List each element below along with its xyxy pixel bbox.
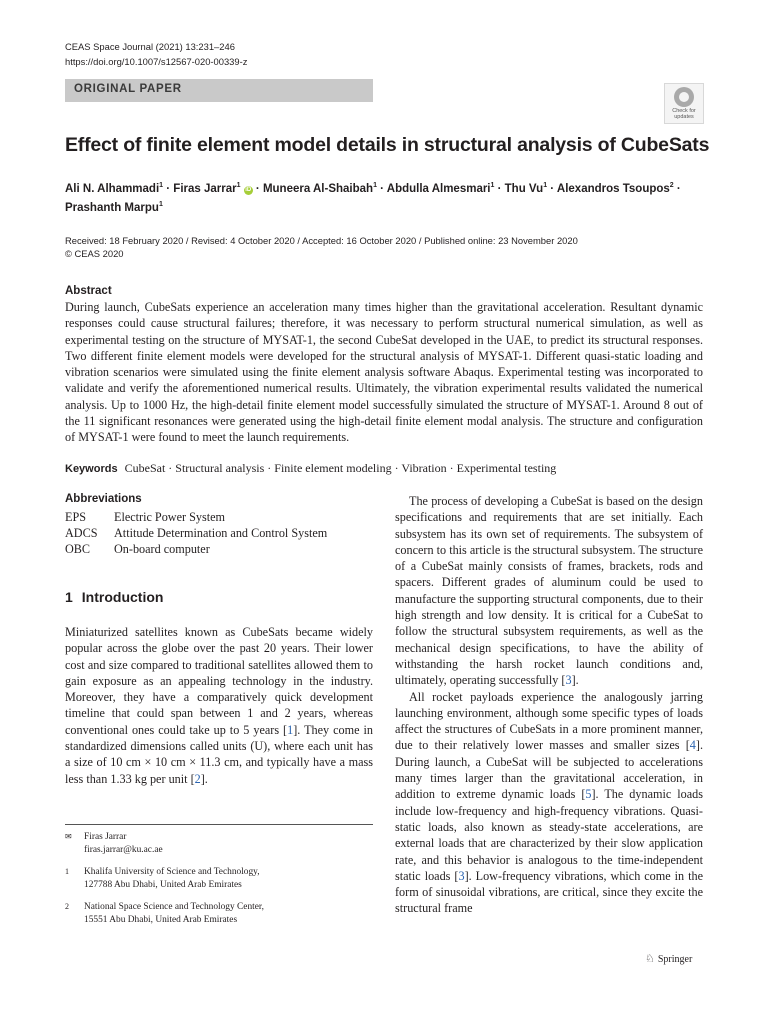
citation-link[interactable]: 5 [585, 787, 592, 802]
abbreviation-row: OBC On-board computer [65, 542, 210, 557]
doi-link[interactable]: https://doi.org/10.1007/s12567-020-00339-z [65, 56, 248, 67]
affiliation-marker: 2 [669, 182, 674, 189]
publisher-logo [645, 952, 692, 965]
abbreviation-row: ADCS Attitude Determination and Control System [65, 526, 328, 541]
history-dates: Received: 18 February 2020 / Revised: 4 October 2020 / Accepted: 16 October 2020 / Published online: 23 November 2020 [65, 235, 578, 246]
right-column-body [395, 493, 703, 917]
section-title: Introduction [81, 589, 164, 605]
citation-link[interactable]: 1 [287, 722, 294, 737]
author-name[interactable]: Muneera Al‑Shaibah [262, 182, 374, 195]
body-paragraph: All rocket payloads experience the analogously jarring launching environment, although some specific types of loads affect the structures of CubeSats in a more prominent manner, due to their relatively lower masses and smaller sizes [4]. During launch, a CubeSat will be subjected to accelerations many times larger than the gravitational acceleration, in addition to extreme dynamic loads [5]. The dynamic loads include low-frequency and high-frequency vibrations. Quasi-static loads, also known as steady-state accelerations, are external loads that are characterized by their slow application rate, and this behavior is analogous to the time-independent static loads [3]. Low-frequency vibrations, which come in the form of sinusoidal vibrations, are critical, since they excite the structural frame [395, 689, 703, 916]
keywords [65, 461, 556, 476]
affiliation-marker: 1 [236, 182, 241, 189]
author-name[interactable]: Thu Vu [504, 182, 544, 195]
affiliation-marker: 1 [490, 182, 495, 189]
keywords-list: CubeSat · Structural analysis · Finite element modeling · Vibration · Experimental testing [124, 461, 557, 475]
check-updates-label: Check for updates [672, 108, 696, 120]
intro-paragraph: Miniaturized satellites known as CubeSats became widely popular across the globe over the past 20 years. Their lower cost and size compared to traditional satellites allowed them to gain exposure as an appealing technology in the industry. Moreover, they have a comparatively quick development timeline that could span between 1 and 2 years, whereas conventional ones could take up to 5 years [1]. They come in standardized dimensions called units (U), where each unit has a size of 10 cm × 10 cm × 11.3 cm, and typically have a mass less than 1.33 kg per unit [2]. [65, 625, 373, 786]
springer-horse-icon: ♘ [645, 953, 655, 965]
abbreviations-list [65, 509, 327, 558]
orcid-icon[interactable]: iD [245, 186, 252, 193]
copyright: © CEAS 2020 [65, 248, 124, 259]
citation-link[interactable]: 2 [194, 771, 201, 786]
publication-dates [65, 234, 578, 260]
author-name[interactable]: Prashanth Marpu [65, 201, 159, 214]
affiliation-1: 1 Khalifa University of Science and Technology, 127788 Abu Dhabi, United Arab Emirates [65, 867, 260, 890]
affiliation-2: 2 National Space Science and Technology Center, 15551 Abu Dhabi, United Arab Emirates [65, 902, 264, 925]
abbreviation-row: EPS Electric Power System [65, 510, 226, 524]
contact-name: Firas Jarrar [84, 832, 127, 842]
paper-title: Effect of finite element model details in structural analysis of CubeSats [65, 134, 710, 156]
check-for-updates-badge[interactable] [664, 83, 704, 124]
body-paragraph: The process of developing a CubeSat is based on the design specifications and requirements that are set initially. Each subsystem has its own set of requirements. The subsystem of concern to this article is the structural subsystem. The structure of a CubeSat mainly consists of frames, brackets, rods and spacers. Different grades of aluminum could be used to manufacture the supporting structural components, due to their high strength and low density. It is critical for a CubeSat to follow the structural subsystem requirements, as well as the mechanical design specifications, to have the ability of withstanding the harsh rocket launch conditions and, ultimately, operating successfully [3]. [395, 494, 703, 688]
affiliation-marker: 1 [159, 182, 164, 189]
abstract-heading: Abstract [65, 285, 112, 297]
publisher-name: Springer [657, 954, 693, 965]
affiliation-marker: 1 [158, 200, 163, 208]
author-name[interactable]: Alexandros Tsoupos [556, 182, 670, 195]
author-list: Ali N. Alhammadi$^1$ · Firas Jarrar$^1$ iD · Muneera Al‑Shaibah$^1$ · Abdulla Almesmari$^1$ · Thu $Vu^1$ · Alexandros Tsoupos$^2$ · Prashanth Marpu$^1$ [65, 182, 681, 214]
journal-header [65, 39, 247, 69]
footnote-divider [65, 824, 373, 825]
section-label: ORIGINAL PAPER [74, 83, 182, 95]
citation-link[interactable]: 3 [458, 868, 465, 883]
check-updates-icon [674, 87, 694, 107]
abstract-text: During launch, CubeSats experience an acceleration many times higher than the gravitational acceleration. Resultant dynamic responses could cause structural failures; therefore, it was necessary to perform structural numerical simulation, as well as experimental testing on the structure of MYSAT-1, the second CubeSat developed in the UAE, to predict its structural responses. Two different finite element models were developed for the structural analysis of MYSAT-1. Different quasi-static loading and vibration scenarios were simulated using the finite element analysis software Abaqus. Experimental testing was incorporated to validate and verify the aforementioned numerical results. Ultimately, the vibration experimental results validated the numerical analysis. Up to 1000 Hz, the high-detail finite element model successfully simulated the structure of MYSAT-1. Around 8 out of the 11 significant resonances were generated using the high-detail finite element modal analysis. The structure and configuration of MYSAT-1 were found to meet the launch requirements. [65, 300, 703, 445]
contact-email[interactable]: firas.jarrar@ku.ac.ae [84, 844, 163, 855]
section-number: 1 [65, 589, 73, 605]
citation-link[interactable]: 4 [689, 738, 696, 753]
author-name[interactable]: Firas Jarrar [173, 182, 237, 195]
keywords-label: Keywords [65, 463, 118, 475]
section-heading-introduction [65, 589, 163, 605]
author-name[interactable]: Ali N. Alhammadi [65, 182, 160, 195]
journal-citation: CEAS Space Journal (2021) 13:231–246 [65, 41, 235, 52]
corresponding-author [65, 831, 373, 856]
citation-link[interactable]: 3 [565, 673, 572, 688]
author-name[interactable]: Abdulla Almesmari [386, 182, 491, 195]
envelope-icon: ✉ [65, 832, 72, 841]
section-label-bar [65, 79, 373, 102]
affiliation-marker: 1 [543, 182, 548, 189]
affiliation-marker: 1 [373, 182, 377, 189]
abbreviations-heading: Abbreviations [65, 493, 142, 505]
footnotes [65, 831, 373, 927]
